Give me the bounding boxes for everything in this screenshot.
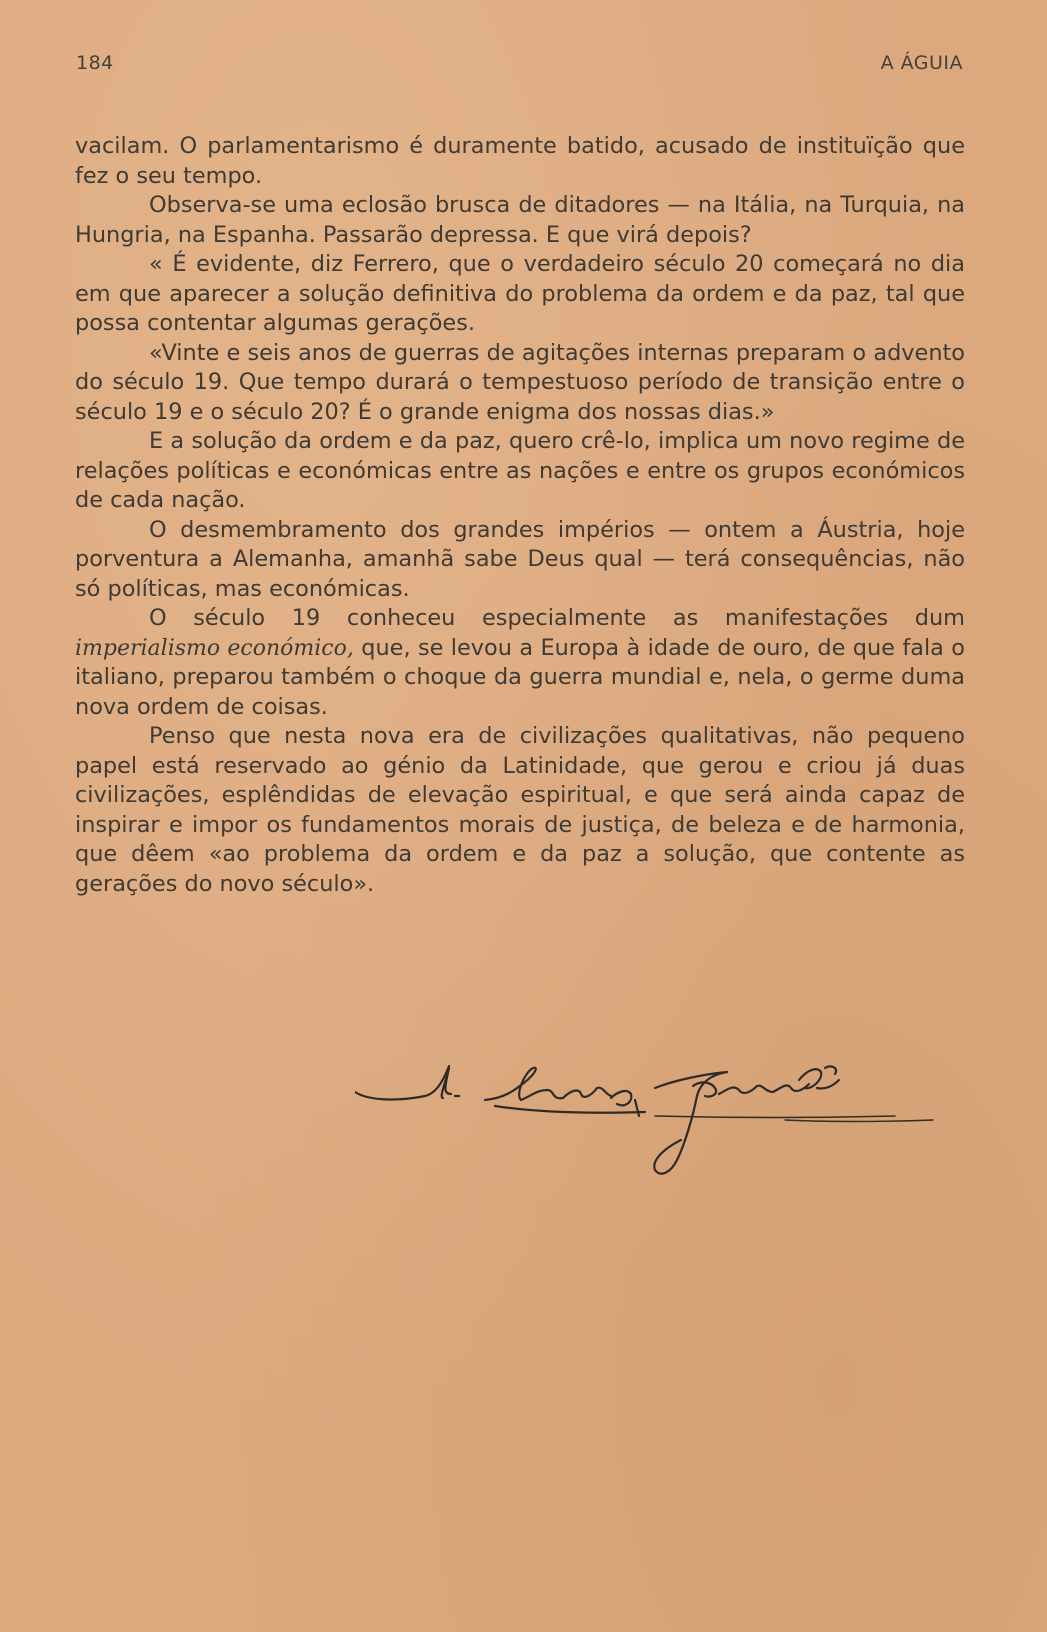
article-body	[75, 132, 965, 899]
paragraph: E a solução da ordem e da paz, quero crê-lo, implica um novo regime de relações políticas e económicas entre as nações e entre os grupos económicos de cada nação.	[75, 428, 965, 513]
page-number: 184	[76, 52, 114, 74]
paragraph-text: que, se levou a Europa à idade de ouro, de que fala o italiano, preparou também o choque da guerra mundial e, nela, o germe duma nova ordem de coisas.	[75, 634, 965, 720]
paragraph	[75, 604, 965, 722]
paragraph: Observa-se uma eclosão brusca de ditadores — na Itália, na Turquia, na Hungria, na Espanha. Passarão depressa. E que virá depois?	[75, 192, 965, 248]
paragraph: Penso que nesta nova era de civilizações qualitativas, não pequeno papel está reservado ao génio da Latinidade, que gerou e criou já duas civilizações, esplêndidas de elevação espiritual, e que será ainda capaz de inspirar e impor os fundamentos morais de justiça, de beleza e de harmonia, que dêem «ao problema da ordem e da paz a solução, que contente as gerações do novo século».	[75, 723, 965, 897]
journal-title: A ÁGUIA	[880, 52, 963, 74]
paragraph: «Vinte e seis anos de guerras de agitações internas preparam o advento do século 19. Que tempo durará o tempestuoso período de transição entre o século 19 e o século 20? É o grande enigma dos nossas dias.»	[75, 339, 965, 425]
italic-term: imperialismo económico,	[75, 635, 354, 661]
paragraph: vacilam. O parlamentarismo é duramente batido, acusado de instituïção que fez o seu tempo.	[75, 133, 965, 189]
paragraph: O desmembramento dos grandes impérios — ontem a Áustria, hoje porventura a Alemanha, amanhã sabe Deus qual — terá consequências, não só políticas, mas económicas.	[75, 516, 965, 602]
paragraph: « É evidente, diz Ferrero, que o verdadeiro século 20 começará no dia em que aparecer a solução definitiva do problema da ordem e da paz, tal que possa contentar algumas gerações.	[75, 251, 965, 336]
handwritten-signature	[355, 1060, 935, 1200]
paragraph-text: O século 19 conheceu especialmente as manifestações dum	[149, 605, 965, 631]
